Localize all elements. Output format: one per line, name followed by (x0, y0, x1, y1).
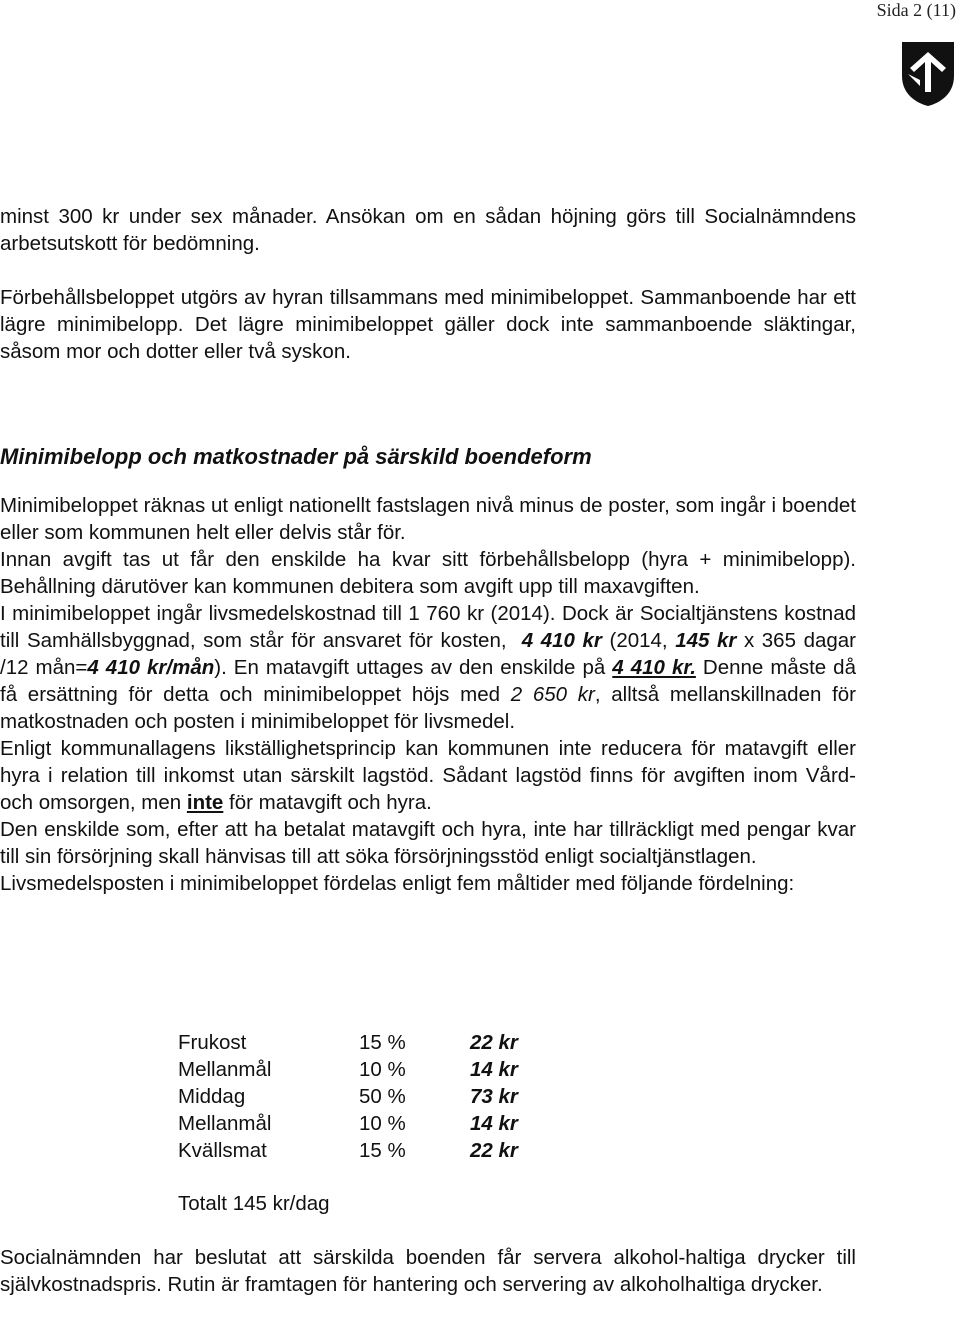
intro-paragraph-2: Förbehållsbeloppet utgörs av hyran tillsammans med minimibeloppet. Sammanboende har ett lägre minimibelopp. Det lägre minimibeloppet gäller dock inte sammanboende släktingar, såsom mor och dotter eller två syskon. (0, 286, 856, 363)
table-row (178, 1110, 518, 1137)
table-row (178, 1056, 518, 1083)
p4-text-b: för matavgift och hyra. (223, 791, 432, 814)
p4-underlined-word: inte (186, 791, 224, 814)
amount-4410-fee: 4 410 kr. (612, 656, 696, 679)
amount-145: 145 kr (675, 629, 737, 652)
meal-percent: 50 % (359, 1085, 406, 1108)
section-paragraph-6: Livsmedelsposten i minimibeloppet fördelas enligt fem måltider med följande fördelning: (0, 872, 795, 895)
closing-paragraph: Socialnämnden har beslutat att särskilda boenden får servera alkohol-haltiga drycker till självkostnadspris. Rutin är framtagen för hantering och servering av alkoholhaltiga drycker. (0, 1246, 856, 1296)
amount-2650: 2 650 kr (510, 683, 595, 706)
closing-text (0, 1244, 856, 1298)
section-paragraph-1: Minimibeloppet räknas ut enligt nationellt fastslagen nivå minus de poster, som ingår i boendet eller som kommunen helt eller delvis står för. (0, 494, 856, 544)
section-paragraph-3 (0, 600, 856, 735)
p3-mid-2: x 365 dagar /12 mån= (0, 629, 857, 679)
municipal-shield-icon (900, 40, 956, 108)
table-row (178, 1137, 518, 1164)
section-body (0, 492, 856, 897)
meal-cost: 22 kr (470, 1031, 518, 1054)
meal-name: Kvällsmat (178, 1139, 267, 1162)
p3-end: , alltså mellanskillnaden för matkostnaden och posten i minimibeloppet för livsmedel. (0, 683, 857, 733)
meal-percent: 10 % (359, 1112, 406, 1135)
meal-cost: 14 kr (470, 1112, 518, 1135)
p4-text-a: Enligt kommunallagens likställighetsprincip kan kommunen inte reducera för matavgift eller hyra i relation till inkomst utan särskilt lagstöd. Sådant lagstöd finns för avgiften inom Vård- och omsorgen, men (0, 737, 856, 814)
p3-mid-3: ). En matavgift uttages av den enskilde på (214, 656, 613, 679)
p3-text-a: I minimibeloppet ingår livsmedelskostnad till 1 760 kr (2014). Dock är Socialtjänstens kostnad till Samhällsbyggnad, som står för ansvaret för kosten, (0, 602, 856, 652)
meal-name: Middag (178, 1085, 246, 1108)
meal-cost: 73 kr (470, 1085, 518, 1108)
meal-name: Mellanmål (178, 1112, 272, 1135)
daily-total: Totalt 145 kr/dag (178, 1192, 330, 1215)
section-heading: Minimibelopp och matkostnader på särskild boendeform (0, 444, 592, 469)
meal-name: Frukost (178, 1031, 247, 1054)
p3-mid-1: (2014, (601, 629, 676, 652)
page-number: Sida 2 (11) (876, 0, 956, 20)
meal-percent: 10 % (359, 1058, 406, 1081)
section-paragraph-2: Innan avgift tas ut får den enskilde ha kvar sitt förbehållsbelopp (hyra + minimibelopp). Behållning därutöver kan kommunen debitera som avgift upp till maxavgiften. (0, 548, 856, 598)
amount-4410-month: 4 410 kr/mån (87, 656, 215, 679)
meal-percent: 15 % (359, 1139, 406, 1162)
table-row (178, 1029, 518, 1056)
intro-text (0, 203, 856, 365)
meal-distribution-table (178, 1029, 518, 1164)
meal-cost: 22 kr (470, 1139, 518, 1162)
meal-percent: 15 % (359, 1031, 406, 1054)
meal-cost: 14 kr (470, 1058, 518, 1081)
table-row (178, 1083, 518, 1110)
section-paragraph-5: Den enskilde som, efter att ha betalat matavgift och hyra, inte har tillräckligt med pengar kvar till sin försörjning skall hänvisas till att söka försörjningsstöd enligt socialtjänstlagen. (0, 818, 856, 868)
amount-4410: 4 410 kr (521, 629, 602, 652)
section-paragraph-4 (0, 735, 856, 816)
p3-mid-4: Denne måste då få ersättning för detta och minimibeloppet höjs med (0, 656, 856, 706)
intro-paragraph-1: minst 300 kr under sex månader. Ansökan om en sådan höjning görs till Socialnämndens arbetsutskott för bedömning. (0, 205, 856, 255)
meal-name: Mellanmål (178, 1058, 272, 1081)
